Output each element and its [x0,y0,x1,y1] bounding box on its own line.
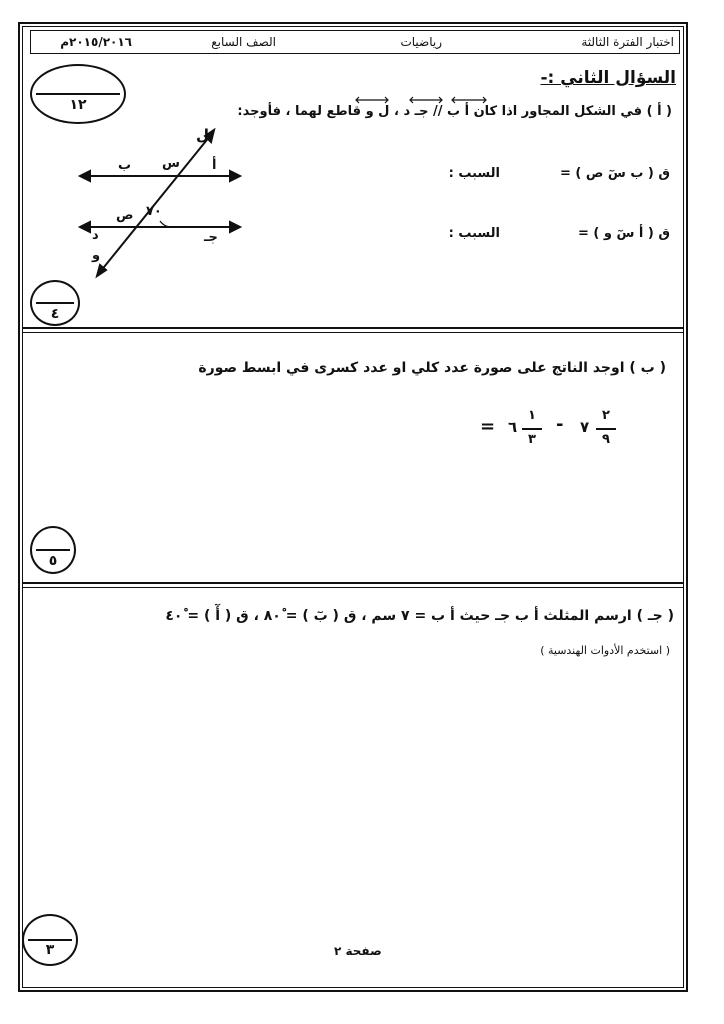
section-divider [22,582,684,584]
mixed-1-whole: ٧ [580,418,590,436]
angle-1-question: ق ( ب سٓ ص ) = [559,166,670,181]
label-w: و [92,248,101,263]
label-angle-70: ٧٠ [146,204,162,219]
part-b-prompt: ( ب ) اوجد الناتج على صورة عدد كلي او عدد كسرى في ابسط صورة [198,360,666,376]
year: ٢٠١٥/٢٠١٦م [60,35,132,49]
part-c-prompt: ( جـ ) ارسم المثلث أ ب جـ حيث أ ب = ٧ سم ، ق ( بٓ ) = ٨٠ْ ، ق ( أٓ ) = ٤٠ْ [165,608,674,624]
part-a-prompt: ( أ ) في الشكل المجاور اذا كان أ ب // جـ د ، ل و قاطع لهما ، فأوجد: [237,104,672,119]
label-sad: ص [116,208,134,223]
mixed-1-denominator: ٩ [602,432,610,447]
mixed-2-whole: ٦ [508,418,518,436]
part-c-note: ( استخدم الأدوات الهندسية ) [540,644,670,657]
reason-2-label: السبب : [448,226,500,241]
total-score: ١٢ [69,97,87,113]
part-a-score-circle [30,280,80,326]
section-divider [22,332,684,333]
question-title: السؤال الثاني :- [540,68,676,88]
label-s: س [162,156,180,171]
minus-sign: - [556,414,564,435]
label-a: أ [212,158,217,173]
label-l: ل [196,126,210,144]
fraction-bar [522,428,542,430]
mixed-2-denominator: ٣ [528,432,536,447]
mixed-1-numerator: ٢ [602,408,610,423]
mixed-2-numerator: ١ [528,408,536,423]
angle-2-question: ق ( أ سٓ و ) = [577,226,670,241]
section-divider [22,327,684,329]
part-c-score: ٣ [45,942,55,958]
part-a-score: ٤ [50,306,60,322]
reason-1-label: السبب : [448,166,500,181]
part-c-score-circle [22,914,78,966]
grade: الصف السابع [211,35,276,49]
fraction-bar [596,428,616,430]
subject: رياضيات [400,35,442,49]
label-j: جـ [204,230,218,245]
section-divider [22,587,684,588]
label-b: ب [118,158,132,173]
part-b-score: ٥ [48,553,58,569]
part-b-score-circle [30,526,76,574]
equals-sign: = [480,416,496,437]
label-d: د [92,228,99,243]
exam-title: اختبار الفترة الثالثة [581,35,674,49]
parallel-lines-figure [0,120,724,270]
page-number: صفحة ٢ [334,944,382,958]
